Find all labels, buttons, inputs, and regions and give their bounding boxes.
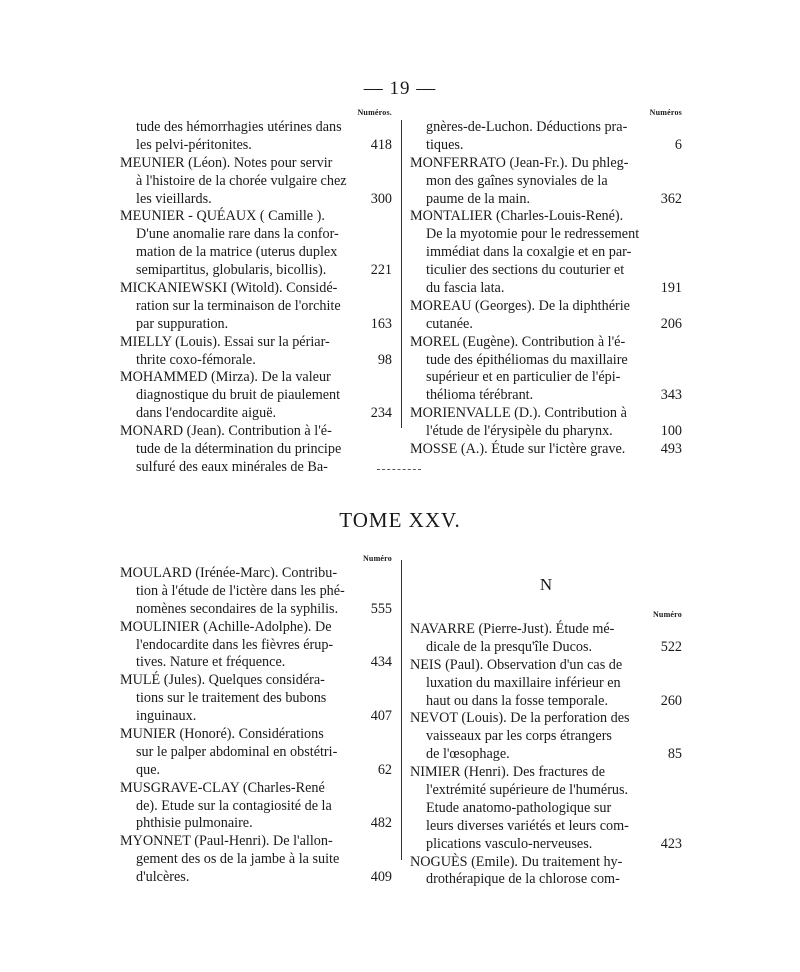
entry-text-line: mation de la matrice (uterus duplex bbox=[136, 244, 338, 261]
entry-text-line: MONARD (Jean). Contribution à l'é- bbox=[120, 423, 332, 440]
thesis-number: 191 bbox=[660, 280, 682, 297]
entry-text-line: NOGUÈS (Emile). Du traitement hy- bbox=[410, 853, 623, 870]
thesis-number: 482 bbox=[370, 815, 392, 832]
index-entry bbox=[410, 657, 682, 711]
index-entry bbox=[120, 726, 392, 780]
entry-text-line: les pelvi-péritonites. bbox=[136, 136, 252, 153]
thesis-number: 409 bbox=[370, 869, 392, 886]
entry-text-line: les vieillards. bbox=[136, 190, 212, 207]
thesis-number: 85 bbox=[667, 746, 682, 763]
thesis-number: 362 bbox=[660, 190, 682, 207]
index-entry bbox=[120, 833, 392, 887]
entry-text-line: supérieur et en particulier de l'épi- bbox=[426, 369, 621, 386]
thesis-number: 434 bbox=[370, 654, 392, 671]
thesis-number: 163 bbox=[370, 315, 392, 332]
thesis-number: 234 bbox=[370, 405, 392, 422]
entry-text-line: inguinaux. bbox=[136, 708, 197, 725]
entry-text-line: MEUNIER (Léon). Notes pour servir bbox=[120, 154, 333, 171]
section-separator bbox=[377, 469, 421, 470]
index-entry bbox=[410, 710, 682, 764]
column-divider-bottom bbox=[401, 560, 402, 860]
numbers-column-header: Numéro bbox=[652, 610, 682, 619]
entry-text-line: thélioma térébrant. bbox=[426, 387, 534, 404]
entry-text-line: à l'histoire de la chorée vulgaire chez bbox=[136, 172, 347, 189]
entry-text-line: que. bbox=[136, 761, 161, 778]
entry-text-line: de). Etude sur la contagiosité de la bbox=[136, 797, 332, 814]
thesis-number: 221 bbox=[370, 262, 392, 279]
index-entry bbox=[410, 155, 682, 209]
top-right-column bbox=[410, 107, 682, 459]
entry-text-line: MUSGRAVE-CLAY (Charles-René bbox=[120, 779, 325, 796]
entry-text-line: vaisseaux par les corps étrangers bbox=[426, 728, 612, 745]
entry-text-line: MIELLY (Louis). Essai sur la périar- bbox=[120, 333, 330, 350]
page-number: — 19 — bbox=[363, 78, 437, 99]
thesis-number: 418 bbox=[370, 136, 392, 153]
entry-text-line: dans l'endocardite aiguë. bbox=[136, 405, 277, 422]
thesis-number: 343 bbox=[660, 387, 682, 404]
index-entry bbox=[120, 208, 392, 280]
entry-text-line: leurs diverses variétés et leurs com- bbox=[426, 817, 629, 834]
index-entry bbox=[120, 780, 392, 834]
entry-text-line: NEIS (Paul). Observation d'un cas de bbox=[410, 656, 623, 673]
index-entry bbox=[120, 155, 392, 209]
entry-text-line: haut ou dans la fosse temporale. bbox=[426, 692, 609, 709]
entry-text-line: MONTALIER (Charles-Louis-René). bbox=[410, 208, 624, 225]
entry-text-line: tiques. bbox=[426, 136, 464, 153]
entry-text-line: ration sur la terminaison de l'orchite bbox=[136, 297, 341, 314]
bottom-right-column bbox=[410, 553, 682, 889]
entry-text-line: tions sur le traitement des bubons bbox=[136, 690, 327, 707]
index-entry bbox=[120, 334, 392, 370]
thesis-number: 260 bbox=[660, 692, 682, 709]
thesis-number: 555 bbox=[370, 600, 392, 617]
index-entry bbox=[120, 423, 392, 477]
index-entry-continuation bbox=[120, 119, 392, 155]
entry-text-line: ticulier des sections du couturier et bbox=[426, 262, 625, 279]
entry-text-line: par suppuration. bbox=[136, 315, 229, 332]
thesis-number: 423 bbox=[660, 835, 682, 852]
numbers-column-header: Numéros bbox=[649, 108, 682, 117]
entry-text-line: de l'œsophage. bbox=[426, 746, 510, 763]
index-entry bbox=[120, 280, 392, 334]
column-divider-top bbox=[401, 120, 402, 428]
entry-text-line: MOULARD (Irénée-Marc). Contribu- bbox=[120, 565, 338, 581]
entry-text-line: drothérapique de la chlorose com- bbox=[426, 871, 620, 888]
thesis-number: 300 bbox=[370, 190, 392, 207]
index-entry bbox=[410, 854, 682, 890]
entry-text-line: tives. Nature et fréquence. bbox=[136, 654, 286, 671]
entry-text-line: plications vasculo-nerveuses. bbox=[426, 835, 593, 852]
entry-text-line: NAVARRE (Pierre-Just). Étude mé- bbox=[410, 621, 615, 637]
entry-text-line: D'une anomalie rare dans la confor- bbox=[136, 226, 339, 243]
entry-text-line: diagnostique du bruit de piaulement bbox=[136, 387, 341, 404]
tome-title: TOME XXV. bbox=[339, 508, 461, 532]
entry-text-line: MULÉ (Jules). Quelques considéra- bbox=[120, 672, 325, 689]
entry-text-line: cutanée. bbox=[426, 315, 473, 332]
entry-text-line: NEVOT (Louis). De la perforation des bbox=[410, 710, 630, 727]
thesis-number: 522 bbox=[660, 638, 682, 655]
index-entry bbox=[410, 405, 682, 441]
entry-text-line: mon des gaînes synoviales de la bbox=[426, 172, 608, 189]
entry-text-line: MOSSE (A.). Étude sur l'ictère grave. bbox=[410, 441, 626, 458]
thesis-number: 62 bbox=[377, 761, 392, 778]
index-entry bbox=[410, 208, 682, 297]
entry-text-line: du fascia lata. bbox=[426, 280, 505, 297]
index-entry bbox=[120, 672, 392, 726]
index-entry bbox=[120, 369, 392, 423]
entry-text-line: Etude anatomo-pathologique sur bbox=[426, 799, 612, 816]
thesis-number: 493 bbox=[660, 441, 682, 458]
entry-text-line: l'étude de l'érysipèle du pharynx. bbox=[426, 423, 613, 440]
entry-text-line: semipartitus, globularis, bicollis). bbox=[136, 262, 327, 279]
index-entry bbox=[410, 334, 682, 406]
entry-text-line: NIMIER (Henri). Des fractures de bbox=[410, 764, 606, 781]
entry-text-line: De la myotomie pour le redressement bbox=[426, 226, 640, 243]
thesis-number: 98 bbox=[377, 351, 392, 368]
entry-text-line: tude des épithéliomas du maxillaire bbox=[426, 351, 628, 368]
entry-text-line: luxation du maxillaire inférieur en bbox=[426, 674, 621, 691]
entry-text-line: sur le palper abdominal en obstétri- bbox=[136, 743, 338, 760]
entry-text-line: MOREAU (Georges). De la diphthérie bbox=[410, 297, 630, 314]
entry-text-line: tion à l'étude de l'ictère dans les phé- bbox=[136, 582, 345, 599]
entry-text-line: MYONNET (Paul-Henri). De l'allon- bbox=[120, 833, 333, 850]
entry-text-line: nomènes secondaires de la syphilis. bbox=[136, 600, 339, 617]
entry-text-line: d'ulcères. bbox=[136, 869, 190, 886]
entry-text-line: dicale de la presqu'île Ducos. bbox=[426, 638, 593, 655]
thesis-number: 100 bbox=[660, 423, 682, 440]
entry-text-line: gnères-de-Luchon. Déductions pra- bbox=[426, 119, 628, 135]
section-letter: N bbox=[539, 575, 553, 594]
entry-text-line: immédiat dans la coxalgie et en par- bbox=[426, 244, 632, 261]
numbers-column-header: Numéro bbox=[362, 554, 392, 563]
entry-text-line: sulfuré des eaux minérales de Ba- bbox=[136, 458, 328, 475]
entry-text-line: l'extrémité supérieure de l'humérus. bbox=[426, 782, 629, 799]
entry-text-line: tude des hémorrhagies utérines dans bbox=[136, 119, 342, 135]
index-entry bbox=[410, 621, 682, 657]
entry-text-line: gement des os de la jambe à la suite bbox=[136, 851, 340, 868]
index-entry bbox=[410, 764, 682, 853]
entry-text-line: MUNIER (Honoré). Considérations bbox=[120, 726, 324, 743]
entry-text-line: MOREL (Eugène). Contribution à l'é- bbox=[410, 333, 626, 350]
entry-text-line: paume de la main. bbox=[426, 190, 531, 207]
entry-text-line: l'endocardite dans les fièvres érup- bbox=[136, 636, 334, 653]
entry-text-line: thrite coxo-fémorale. bbox=[136, 351, 256, 368]
index-entry-continuation bbox=[410, 119, 682, 155]
numbers-column-header: Numéros. bbox=[357, 108, 392, 117]
index-entry bbox=[410, 298, 682, 334]
entry-text-line: MOHAMMED (Mirza). De la valeur bbox=[120, 369, 331, 386]
entry-text-line: MORIENVALLE (D.). Contribution à bbox=[410, 405, 627, 422]
entry-text-line: MONFERRATO (Jean-Fr.). Du phleg- bbox=[410, 154, 629, 171]
entry-text-line: MEUNIER - QUÉAUX ( Camille ). bbox=[120, 208, 325, 225]
entry-text-line: MICKANIEWSKI (Witold). Considé- bbox=[120, 280, 338, 297]
entry-text-line: phthisie pulmonaire. bbox=[136, 815, 253, 832]
index-entry bbox=[410, 441, 682, 459]
thesis-number: 206 bbox=[660, 315, 682, 332]
entry-text-line: tude de la détermination du principe bbox=[136, 441, 342, 458]
index-entry bbox=[120, 619, 392, 673]
thesis-number: 6 bbox=[674, 136, 682, 153]
bottom-left-column bbox=[120, 553, 392, 887]
entry-text-line: MOULINIER (Achille-Adolphe). De bbox=[120, 618, 332, 635]
index-entry bbox=[120, 565, 392, 619]
thesis-number: 407 bbox=[370, 708, 392, 725]
top-left-column bbox=[120, 107, 392, 477]
